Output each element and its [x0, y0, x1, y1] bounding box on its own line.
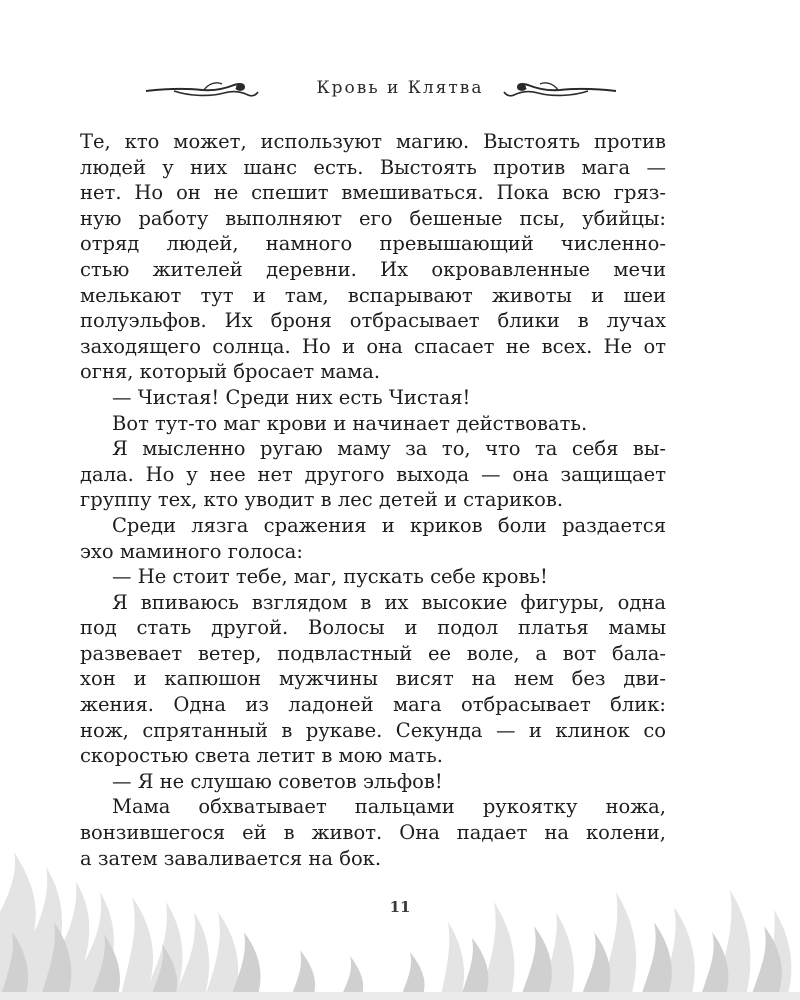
text-line: Мама обхватывает пальцами рукоятку ножа,: [112, 795, 666, 819]
text-line: нет. Но он не спешит вмешиваться. Пока всю гряз-: [80, 181, 666, 205]
text-line: ную работу выполняют его бешеные псы, убийцы:: [80, 206, 666, 230]
text-line: дала. Но у нее нет другого выхода — она защищает: [80, 462, 666, 486]
running-header: [0, 72, 800, 108]
text-line: хон и капюшон мужчины висят на нем без дви-: [80, 667, 666, 691]
page-number: 11: [389, 898, 411, 916]
text-line: огня, который бросает мама.: [80, 360, 381, 384]
text-line: — Я не слушаю советов эльфов!: [112, 769, 443, 793]
text-line: полуэльфов. Их броня отбрасывает блики в лучах: [80, 309, 666, 333]
text-line: эхо маминого голоса:: [80, 539, 303, 563]
text-line: развевает ветер, подвластный ее воле, а вот бала-: [80, 641, 666, 665]
text-line: Я мысленно ругаю маму за то, что та себя вы-: [112, 437, 666, 461]
text-line: Среди лязга сражения и криков боли раздается: [112, 513, 666, 537]
text-line: вонзившегося ей в живот. Она падает на колени,: [80, 821, 666, 845]
text-line: — Не стоит тебе, маг, пускать себе кровь!: [112, 565, 548, 589]
text-line: жения. Одна из ладоней мага отбрасывает блик:: [80, 693, 666, 717]
body-text: [80, 129, 666, 871]
text-line: Те, кто может, используют магию. Выстоять против: [80, 130, 666, 153]
flourish-icon: [144, 76, 260, 100]
text-line: отряд людей, намного превышающий численно-: [80, 232, 666, 256]
text-line: под стать другой. Волосы и подол платья мамы: [80, 616, 666, 640]
text-line: нож, спрятанный в рукаве. Секунда — и клинок со: [80, 718, 666, 742]
book-title: Кровь и Клятва: [316, 78, 484, 98]
text-line: Я впиваюсь взглядом в их высокие фигуры, одна: [112, 590, 666, 614]
text-line: скоростью света летит в мою мать.: [80, 744, 443, 768]
text-line: а затем заваливается на бок.: [80, 846, 382, 870]
text-line: — Чистая! Среди них есть Чистая!: [112, 385, 471, 409]
text-line: группу тех, кто уводит в лес детей и стариков.: [80, 488, 564, 512]
text-line: стью жителей деревни. Их окровавленные мечи: [80, 257, 666, 281]
flames-icon: [0, 852, 800, 1000]
text-line: заходящего солнца. Но и она спасает не всех. Не от: [80, 334, 666, 358]
flourish-icon: [502, 76, 618, 100]
text-line: мелькают тут и там, вспарывают животы и шеи: [80, 283, 666, 307]
text-line: людей у них шанс есть. Выстоять против мага —: [80, 155, 666, 179]
text-line: Вот тут-то маг крови и начинает действовать.: [112, 411, 588, 435]
